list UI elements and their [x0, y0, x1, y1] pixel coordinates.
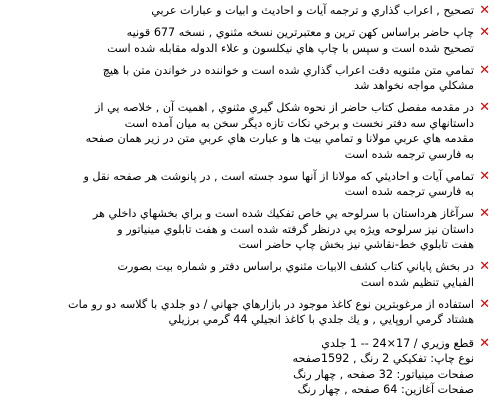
feature-line: تصحيح شده است و سپس با چاپ هاي نيكلسون و علاء الدوله مقابله شده است [107, 41, 474, 55]
feature-line: تصحيح , اعراب گذاري و ترجمه آيات و احاديث و ابيات و عبارات عربي [151, 4, 474, 17]
feature-line: استفاده از مرغوبترين نوع كاغذ موجود در بازارهاي جهاني / دو جلدي با گلاسه دو رو مات [68, 297, 474, 311]
feature-line: به فارسي ترجمه شده است [344, 147, 474, 161]
feature-line: تمامي آيات و احاديثي كه مولانا از آنها سود جسته است , در پانوشت هر صفحه نقل و [83, 169, 474, 183]
feature-item [6, 169, 491, 200]
feature-line: داستانهاي سه دفتر نخست و برخي نكات تازه ديگر سخن به ميان آمده است [124, 116, 474, 130]
feature-line: هشتاد گرمي اروپايي , و يك جلدي با كاغذ انجيلي 44 گرمي برزيلي [168, 313, 474, 326]
feature-line: هفت تابلوي خط-نقاشي نيز بخش چاپ حاضر است [238, 238, 474, 251]
spec-print-pages: نوع چاپ: تفكيكي 2 رنگ , 1592صفحه [292, 352, 474, 365]
feature-item [6, 259, 491, 290]
red-x-icon: ✕ [479, 259, 490, 274]
feature-item [6, 63, 491, 94]
feature-line: مشكلي مواجه نخواهد شد [354, 79, 474, 92]
feature-line: در مقدمه مفصل كتاب حاضر از نحوه شكل گيري مثنوي , اهميت آن , خلاصه يي از [95, 101, 474, 114]
feature-line: سرآغاز هرداستان با سرلوحه يي خاص تفكيك شده است و براي بخشهاي داخلي هر [92, 207, 474, 220]
spec-miniature-pages: صفحات مينياتور: 32 صفحه , چهار رنگ [293, 367, 474, 381]
red-x-icon: ✕ [479, 25, 490, 40]
red-x-icon: ✕ [479, 335, 490, 351]
feature-line: به فارسي ترجمه شده است [344, 185, 474, 198]
red-x-icon: ✕ [479, 3, 490, 18]
feature-item [6, 3, 491, 19]
feature-line: چاپ حاضر براساس كهن ترين و معتبرترين نسخه مثنوي , نسخه 677 قونيه [126, 26, 474, 39]
feature-line: الفبايي تنظيم شده است [360, 275, 474, 289]
feature-line: داستان نيز سرلوحه ويژه يي درنظر گرفته شده است و هفت تابلوي مينياتور و [117, 222, 474, 236]
spec-opening-pages: صفحات آغازين: 64 صفحه , چهار رنگ [297, 383, 474, 396]
feature-item [6, 206, 491, 253]
feature-item [6, 100, 491, 162]
feature-line: در بخش پاياني كتاب كشف الابيات مثنوي براساس دفتر و شماره بيت بصورت [117, 260, 474, 273]
feature-item [6, 297, 491, 328]
product-specs [6, 336, 491, 398]
red-x-icon: ✕ [479, 100, 490, 115]
feature-list [6, 3, 491, 398]
red-x-icon: ✕ [479, 206, 490, 221]
red-x-icon: ✕ [479, 296, 490, 312]
red-x-icon: ✕ [479, 168, 490, 184]
feature-item [6, 25, 491, 56]
feature-line: تمامي متن مثنويه دقت اعراب گذاري شده است و خواننده در خواندن متن با هيچ [102, 63, 474, 77]
feature-line: مقدمه هاي عربي مولانا و تمامي بيت ها و عبارت هاي عربي متن در زير همان صفحه [85, 132, 474, 145]
spec-size-binding: قطع وزيري / 17×24 -- 1 جلدي [321, 336, 474, 350]
red-x-icon: ✕ [479, 62, 490, 78]
